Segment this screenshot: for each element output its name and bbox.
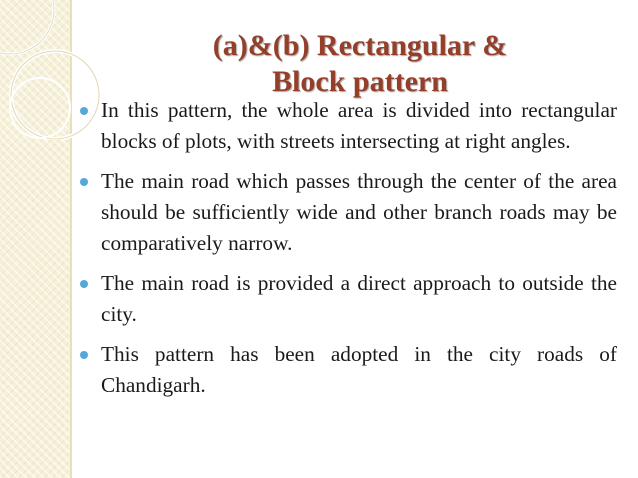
slide-title-line-2: Block pattern — [272, 65, 448, 98]
bullet-item — [79, 268, 617, 330]
bullet-list — [79, 95, 617, 410]
bullet-item — [79, 95, 617, 157]
bullet-marker-icon — [80, 107, 88, 115]
bullet-text: This pattern has been adopted in the city roads of Chandigarh. — [101, 342, 617, 397]
bullet-text: In this pattern, the whole area is divided into rectangular blocks of plots, with streets intersecting at right angles. — [101, 98, 617, 153]
bullet-marker-icon — [80, 178, 88, 186]
bullet-text: The main road which passes through the center of the area should be sufficiently wide and other branch roads may be comparatively narrow. — [101, 169, 617, 255]
slide-title — [100, 28, 620, 100]
bullet-marker-icon — [80, 280, 88, 288]
bullet-text: The main road is provided a direct approach to outside the city. — [101, 271, 617, 326]
bullet-item — [79, 166, 617, 259]
bullet-item — [79, 339, 617, 401]
bullet-marker-icon — [80, 351, 88, 359]
slide-title-line-1: (a)&(b) Rectangular & — [212, 29, 508, 62]
